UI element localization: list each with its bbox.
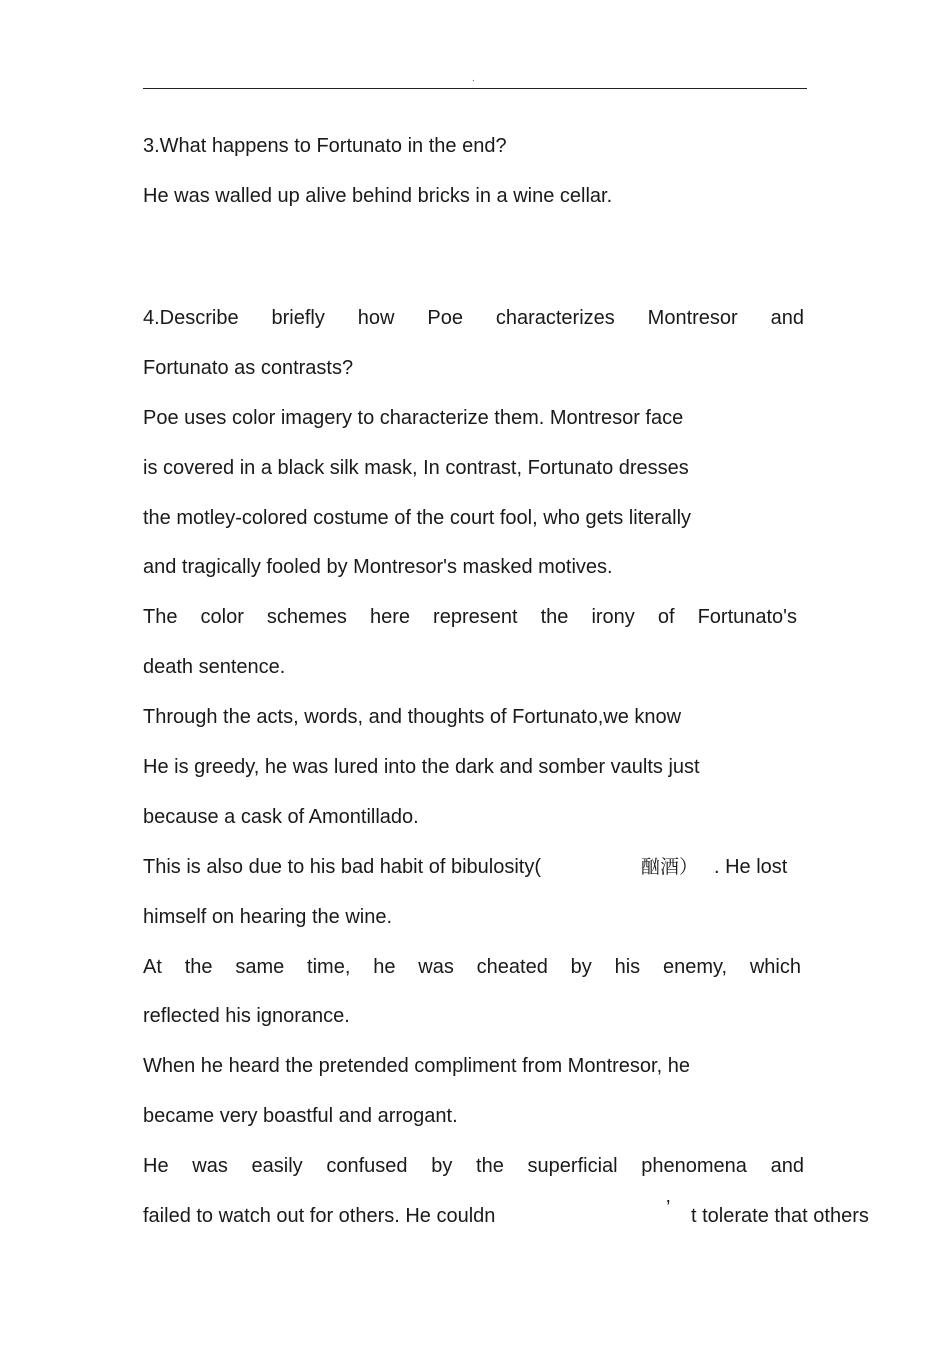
answer-4-line: death sentence. bbox=[143, 656, 286, 678]
line-segment: This is also due to his bad habit of bibulosity( bbox=[143, 856, 541, 878]
answer-4-line: the motley-colored costume of the court fool, who gets literally bbox=[143, 507, 692, 529]
answer-4-line: Poe uses color imagery to characterize them. Montresor face bbox=[143, 407, 684, 429]
answer-4-line: reflected his ignorance. bbox=[143, 1005, 350, 1027]
answer-4-line: because a cask of Amontillado. bbox=[143, 806, 419, 828]
answer-4-line: Through the acts, words, and thoughts of Fortunato,we know bbox=[143, 706, 682, 728]
line-segment: t tolerate that others bbox=[691, 1205, 869, 1227]
question-4-line-1: 4.Describe briefly how Poe characterizes Montresor and bbox=[143, 307, 804, 329]
header-rule bbox=[143, 88, 807, 89]
apostrophe: ’ bbox=[666, 1197, 671, 1219]
line-segment: failed to watch out for others. He couldn bbox=[143, 1205, 496, 1227]
question-4-line-2: Fortunato as contrasts? bbox=[143, 357, 354, 379]
answer-4-line: The color schemes here represent the irony of Fortunato's bbox=[143, 606, 797, 628]
answer-4-line: himself on hearing the wine. bbox=[143, 906, 393, 928]
answer-4-line: At the same time, he was cheated by his enemy, which bbox=[143, 956, 801, 978]
answer-4-line: is covered in a black silk mask, In contrast, Fortunato dresses bbox=[143, 457, 689, 479]
question-3: 3.What happens to Fortunato in the end? bbox=[143, 135, 507, 157]
answer-4-line: He is greedy, he was lured into the dark and somber vaults just bbox=[143, 756, 700, 778]
answer-4-line: He was easily confused by the superficial phenomena and bbox=[143, 1155, 804, 1177]
answer-4-line: became very boastful and arrogant. bbox=[143, 1105, 458, 1127]
line-segment: . He lost bbox=[714, 856, 788, 878]
header-mark: . bbox=[472, 73, 475, 84]
answer-4-line: When he heard the pretended compliment from Montresor, he bbox=[143, 1055, 690, 1077]
answer-4-line: and tragically fooled by Montresor's masked motives. bbox=[143, 556, 613, 578]
answer-3: He was walled up alive behind bricks in a wine cellar. bbox=[143, 185, 613, 207]
chinese-gloss: 酗酒） bbox=[641, 856, 699, 878]
